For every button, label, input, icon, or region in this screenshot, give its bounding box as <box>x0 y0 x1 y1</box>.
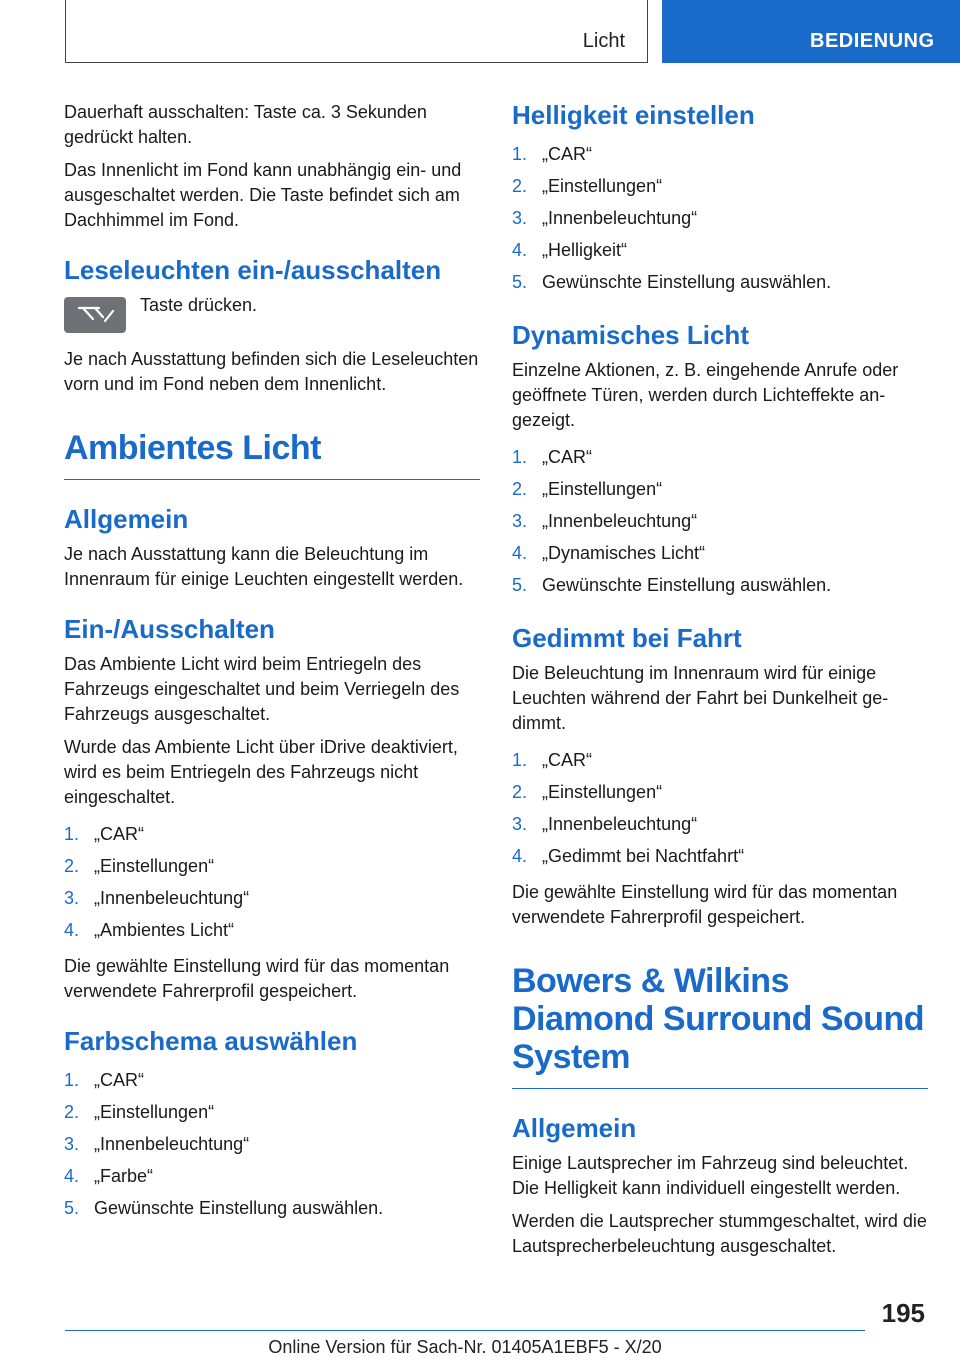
steps-list <box>512 441 928 601</box>
paragraph: Die gewählte Einstellung wird für das momentan verwendete Fahrerprofil gespeichert. <box>64 956 450 1001</box>
paragraph: Werden die Lautsprecher stummgeschaltet, wird die Lautsprecherbeleuchtung ausgeschaltet. <box>512 1211 927 1256</box>
list-item: 2. „Einstellungen“ <box>512 782 663 802</box>
heading-ambientes-licht: Ambientes Licht <box>64 429 480 480</box>
list-item: 5. Gewünschte Einstellung auswählen. <box>512 272 832 292</box>
header-frame <box>65 0 648 63</box>
button-instruction-text: Taste drücken. <box>140 295 258 315</box>
list-item: 4. „Farbe“ <box>64 1166 154 1186</box>
heading-dynamisches-licht: Dynamisches Licht <box>512 320 749 350</box>
reading-light-icon <box>64 297 126 333</box>
list-item: 4. „Helligkeit“ <box>512 240 628 260</box>
paragraph: Die Beleuchtung im Innenraum wird für einige Leuchten während der Fahrt bei Dunkelheit gedimmt. <box>512 663 889 733</box>
heading-gedimmt: Gedimmt bei Fahrt <box>512 623 742 653</box>
paragraph: Die gewählte Einstellung wird für das momentan verwendete Fahrerprofil gespeichert. <box>512 882 898 927</box>
chapter-title: BEDIENUNG <box>810 30 935 52</box>
list-item: 3. „Innenbeleuchtung“ <box>64 1134 250 1154</box>
footer-text: Online Version für Sach-Nr. 01405A1EBF5 - X/20 <box>268 1337 662 1357</box>
list-item: 4. „Gedimmt bei Nachtfahrt“ <box>512 846 745 866</box>
list-item: 5. Gewünschte Einstellung auswählen. <box>512 575 832 595</box>
list-item: 1. „CAR“ <box>64 1070 144 1090</box>
steps-list <box>64 1064 480 1224</box>
list-item: 3. „Innenbeleuchtung“ <box>512 814 698 834</box>
list-item: 2. „Einstellungen“ <box>512 479 663 499</box>
list-item: 3. „Innenbeleuchtung“ <box>512 208 698 228</box>
paragraph: Das Ambiente Licht wird beim Entriegeln des Fahrzeugs eingeschaltet und beim Verriegeln des Fahrzeugs ausgeschaltet. <box>64 654 460 724</box>
left-column <box>64 100 480 1232</box>
heading-bowers-wilkins: Bowers & Wilkins Diamond Surround Sound System <box>512 962 928 1089</box>
heading-farbschema: Farbschema auswählen <box>64 1026 358 1056</box>
right-column <box>512 100 928 1267</box>
list-item: 2. „Einstellungen“ <box>512 176 663 196</box>
list-item: 4. „Ambientes Licht“ <box>64 920 235 940</box>
steps-list <box>64 818 480 946</box>
paragraph: Einige Lautsprecher im Fahrzeug sind beleuchtet. Die Helligkeit kann individuell eingestellt werden. <box>512 1153 909 1198</box>
steps-list <box>512 744 928 872</box>
paragraph: Wurde das Ambiente Licht über iDrive deaktiviert, wird es beim Entriegeln des Fahrzeugs nicht eingeschaltet. <box>64 737 458 807</box>
chapter-tab <box>662 0 960 63</box>
paragraph: Dauerhaft ausschalten: Taste ca. 3 Sekunden gedrückt halten. <box>64 102 427 147</box>
heading-allgemein: Allgemein <box>512 1113 637 1143</box>
paragraph: Je nach Ausstattung kann die Beleuchtung im Innenraum für einige Leuchten eingestellt werden. <box>64 544 464 589</box>
list-item: 1. „CAR“ <box>64 824 144 844</box>
list-item: 4. „Dynamisches Licht“ <box>512 543 706 563</box>
heading-ein-ausschalten: Ein-/Ausschalten <box>64 614 275 644</box>
section-title: Licht <box>582 30 625 52</box>
list-item: 1. „CAR“ <box>512 447 592 467</box>
list-item: 1. „CAR“ <box>512 750 592 770</box>
steps-list <box>512 138 928 298</box>
list-item: 3. „Innenbeleuchtung“ <box>512 511 698 531</box>
page-number: 195 <box>881 1298 925 1328</box>
footer-divider <box>65 1330 865 1331</box>
list-item: 1. „CAR“ <box>512 144 592 164</box>
list-item: 5. Gewünschte Einstellung auswählen. <box>64 1198 384 1218</box>
list-item: 2. „Einstellungen“ <box>64 1102 215 1122</box>
paragraph: Einzelne Aktionen, z. B. eingehende Anrufe oder geöffnete Türen, werden durch Lichteffekte angezeigt. <box>512 360 899 430</box>
list-item: 3. „Innenbeleuchtung“ <box>64 888 250 908</box>
heading-allgemein: Allgemein <box>64 504 189 534</box>
paragraph: Das Innenlicht im Fond kann unabhängig ein- und ausgeschaltet werden. Die Taste befindet sich am Dachhimmel im Fond. <box>64 160 462 230</box>
heading-leseleuchten: Leseleuchten ein-/ausschalten <box>64 255 442 285</box>
paragraph: Je nach Ausstattung befinden sich die Leseleuchten vorn und im Fond neben dem Innenlicht. <box>64 349 479 394</box>
button-instruction <box>64 293 480 333</box>
list-item: 2. „Einstellungen“ <box>64 856 215 876</box>
heading-helligkeit: Helligkeit einstellen <box>512 100 755 130</box>
